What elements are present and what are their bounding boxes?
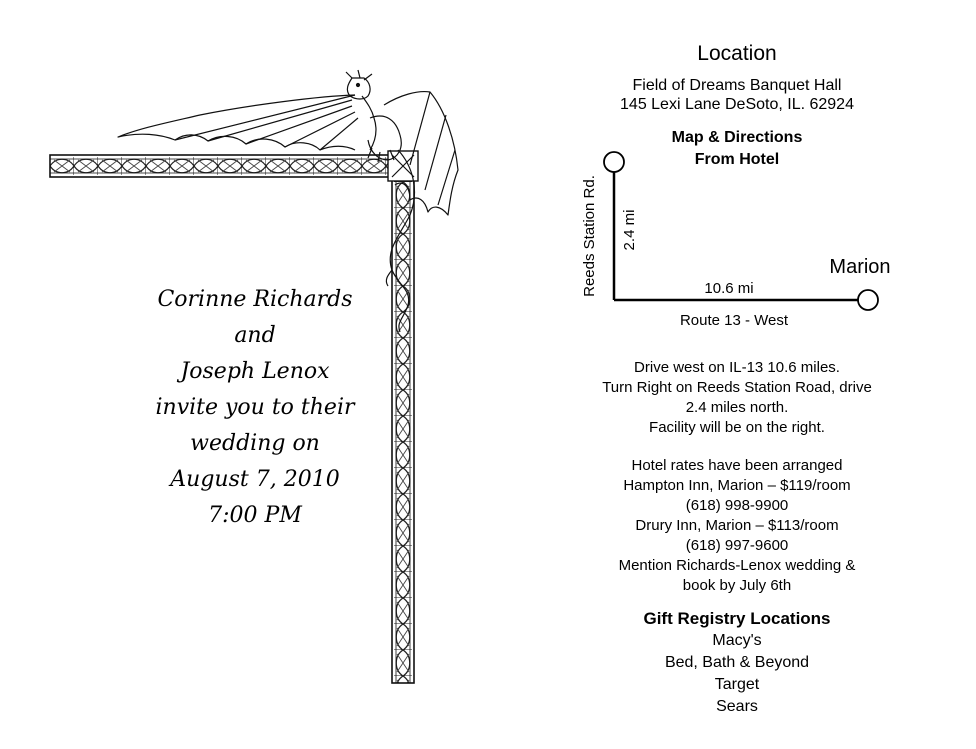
hotel-line: Hotel rates have been arranged [631,457,843,474]
distance-vertical-label: 2.4 mi [621,209,638,251]
hotel-phone: (618) 998-9900 [685,497,789,514]
start-location-label: Marion [829,256,891,278]
directions-line: Facility will be on the right. [649,419,825,436]
wedding-date: August 7, 2010 [170,467,340,492]
driving-directions [580,358,894,438]
hotel-line: Mention Richards-Lenox wedding & [618,557,856,574]
registry-store: Sears [716,698,758,715]
road-horizontal-label: Route 13 - West [679,312,789,329]
registry-store: Bed, Bath & Beyond [664,654,810,671]
venue-name: Field of Dreams Banquet Hall [632,77,842,94]
map-heading-line: Map & Directions [671,129,803,146]
registry-store: Macy's [712,632,762,649]
hotel-line: Drury Inn, Marion – $113/room [635,517,839,534]
registry-store: Target [714,676,760,693]
map-heading-line: From Hotel [694,151,780,168]
directions-line: Drive west on IL-13 10.6 miles. [634,359,840,376]
start-marker-icon [858,290,878,310]
wedding-time: 7:00 PM [208,503,302,528]
bride-name: Corinne Richards [157,287,353,312]
invite-line: invite you to their [155,395,355,420]
distance-horizontal-label: 10.6 mi [704,280,754,297]
location-heading: Location [697,42,777,65]
hotel-line: Hampton Inn, Marion – $119/room [623,477,851,494]
invite-line: wedding on [190,431,320,456]
venue-address: 145 Lexi Lane DeSoto, IL. 62924 [620,96,854,113]
destination-marker-icon [604,152,624,172]
road-vertical-label: Reeds Station Rd. [581,175,598,297]
invitation-text [110,282,400,534]
location-details [580,76,894,114]
hotel-line: book by July 6th [682,577,792,594]
hotel-phone: (618) 997-9600 [685,537,789,554]
directions-line: Turn Right on Reeds Station Road, drive [602,379,872,396]
directions-line: 2.4 miles north. [685,399,789,416]
registry-heading: Gift Registry Locations [643,609,831,628]
celtic-band-horizontal [50,155,414,177]
groom-name: Joseph Lenox [180,359,330,384]
gift-registry [580,608,894,718]
hotel-info [580,456,894,596]
directions-map [570,140,910,340]
conjunction: and [234,323,276,348]
